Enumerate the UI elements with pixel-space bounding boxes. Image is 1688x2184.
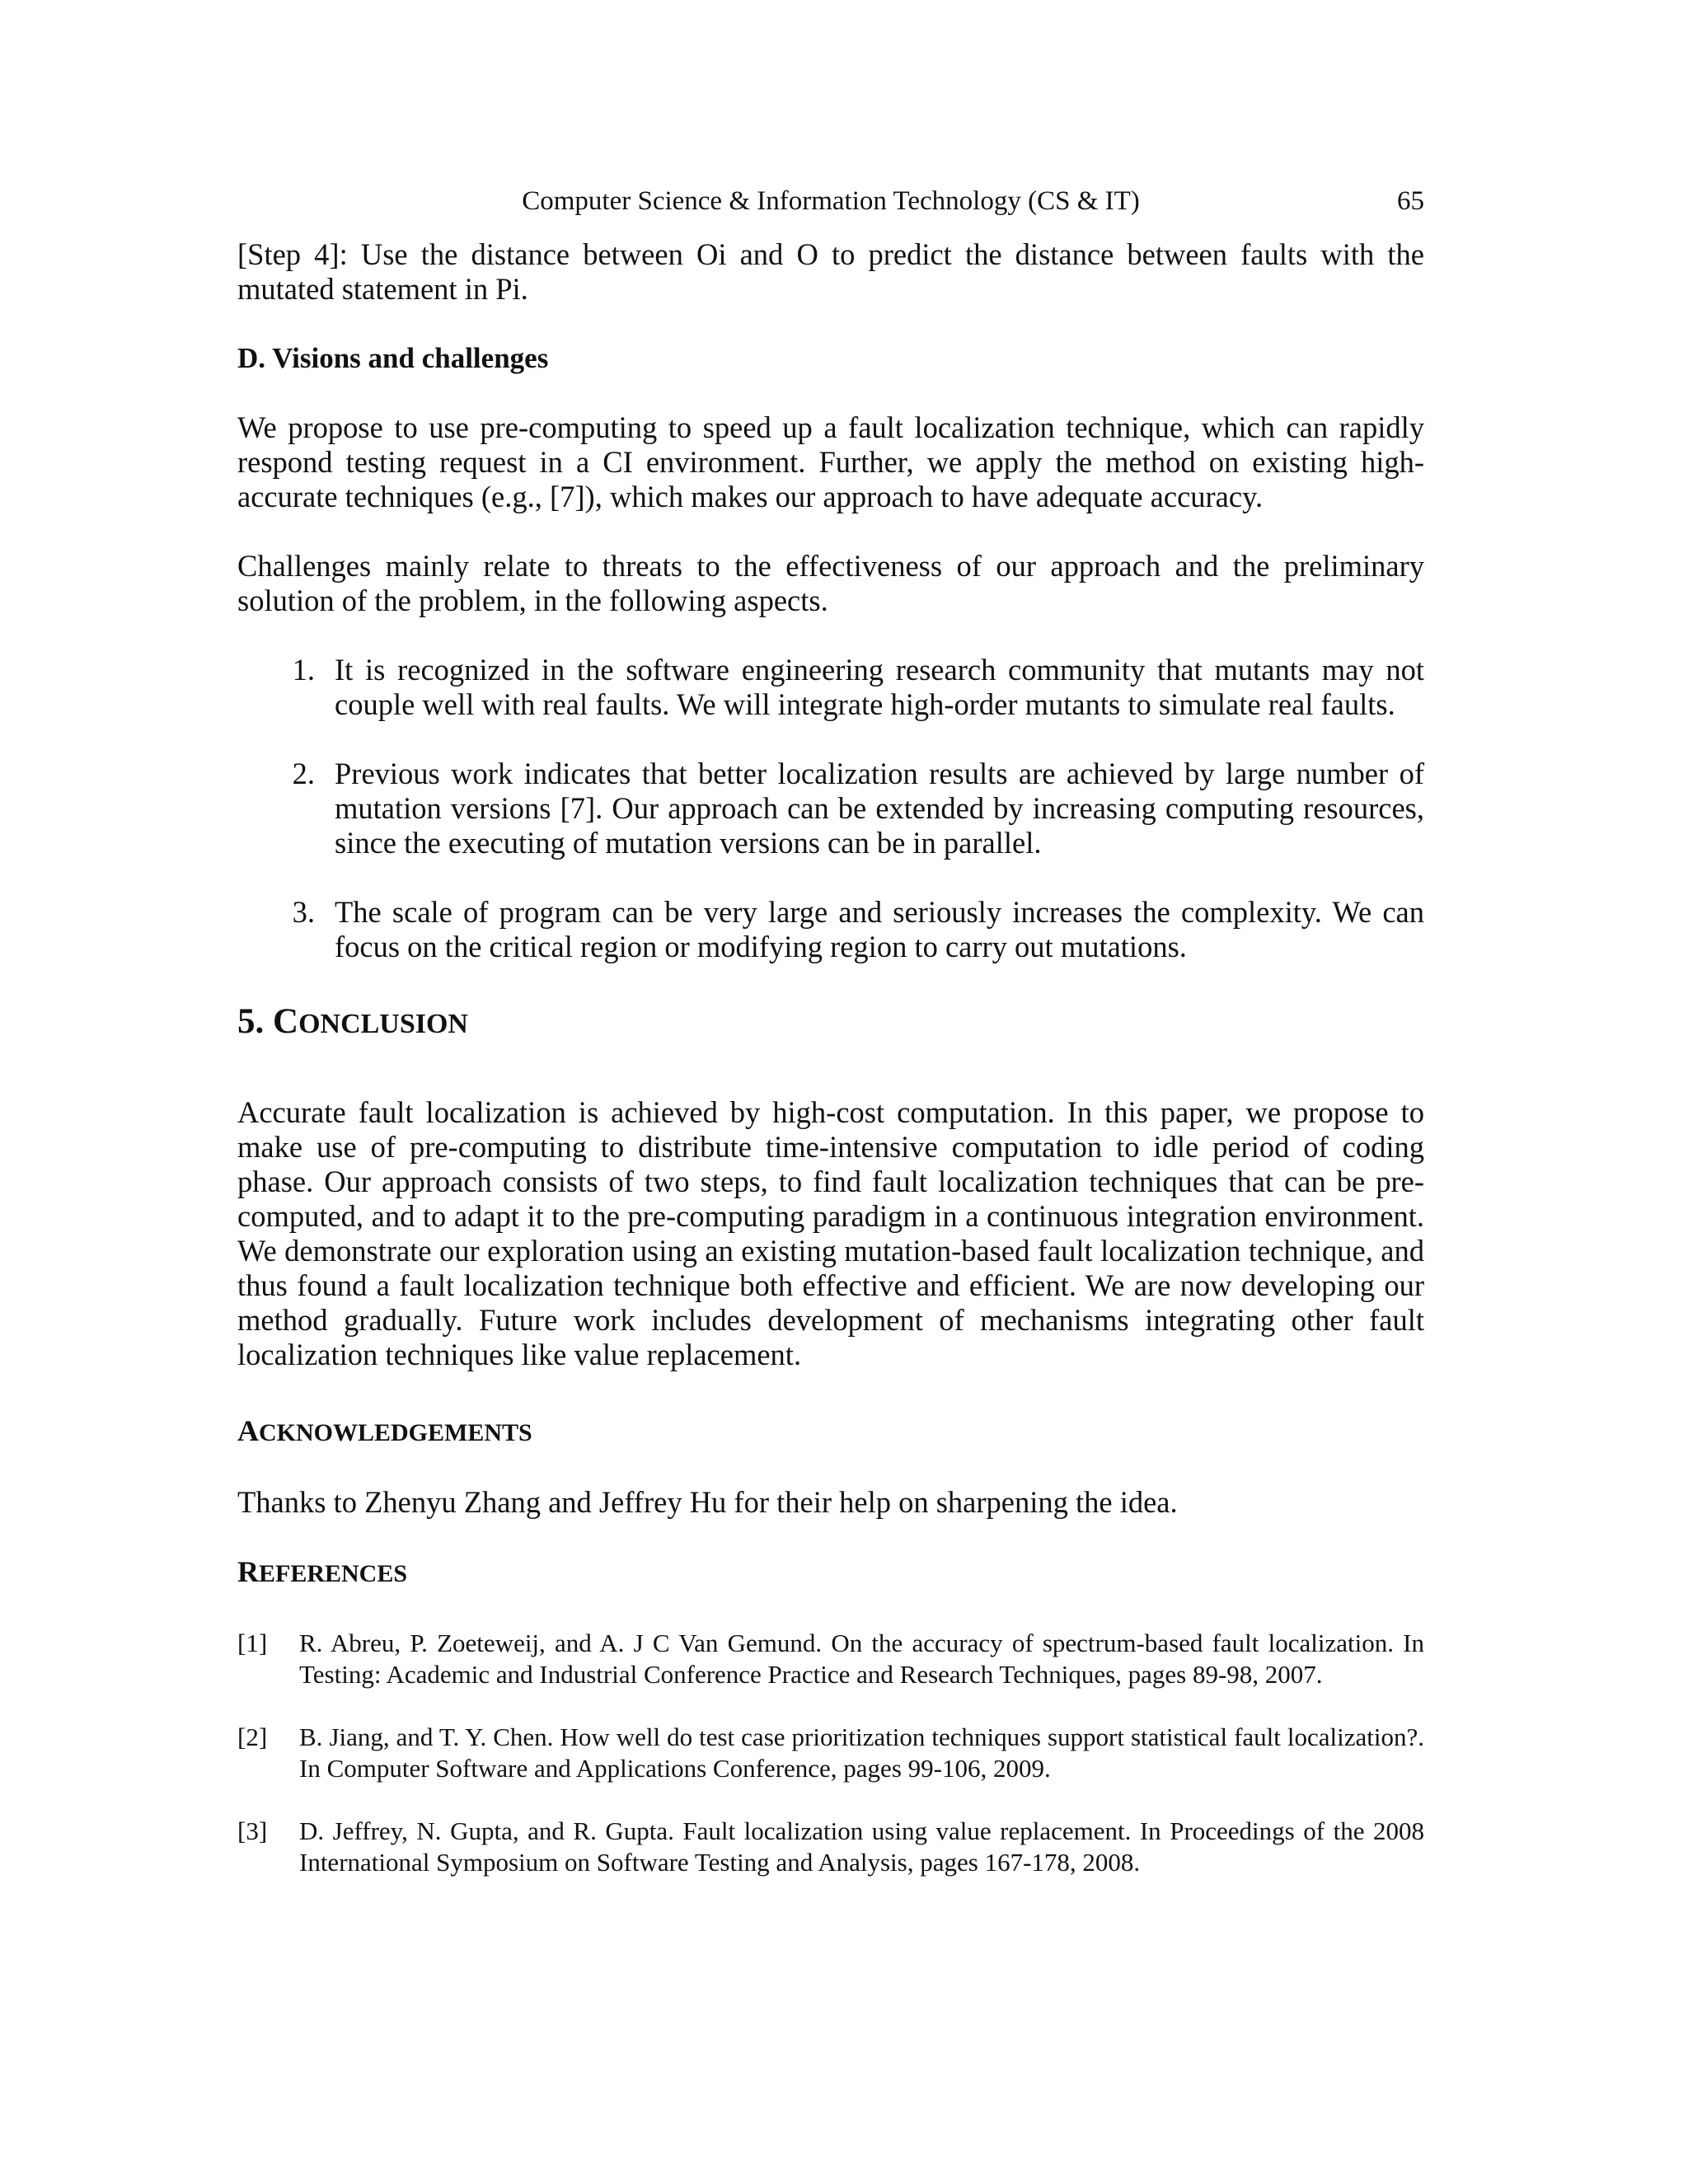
acknowledgements-title-initial: A bbox=[237, 1414, 259, 1447]
acknowledgements-title-rest: CKNOWLEDGEMENTS bbox=[259, 1419, 532, 1446]
visions-paragraph-1: We propose to use pre-computing to speed up a fault localization technique, which can rapidly respond testing request in a CI environment. Further, we apply the method on existing high-accurate techniques (e.g., [7]), which makes our approach to have adequate accuracy. bbox=[237, 410, 1424, 513]
list-item-number: 3. bbox=[292, 895, 315, 929]
section-title-references bbox=[237, 1554, 1424, 1591]
reference-number: [3] bbox=[237, 1816, 268, 1845]
acknowledgements-paragraph: Thanks to Zhenyu Zhang and Jeffrey Hu for their help on sharpening the idea. bbox=[237, 1485, 1178, 1519]
section-title-conclusion bbox=[237, 1001, 1424, 1046]
section-title-acknowledgements bbox=[237, 1413, 1424, 1451]
subsection-title-visions: D. Visions and challenges bbox=[237, 342, 549, 374]
visions-paragraph-2: Challenges mainly relate to threats to the effectiveness of our approach and the preliminary solution of the problem, in the following aspects. bbox=[237, 549, 1424, 617]
list-item-text: Previous work indicates that better localization results are achieved by large number of mutation versions [7]. Our approach can be extended by increasing computing resources, since the executing of mutation versions can be in parallel. bbox=[335, 757, 1424, 860]
challenges-list bbox=[237, 653, 1424, 964]
page-number: 65 bbox=[1397, 186, 1424, 216]
list-item bbox=[237, 653, 1424, 722]
step-4-paragraph: [Step 4]: Use the distance between Oi and O to predict the distance between faults with the mutated statement in Pi. bbox=[237, 237, 1424, 306]
reference-text: R. Abreu, P. Zoeteweij, and A. J C Van Gemund. On the accuracy of spectrum-based fault localization. In Testing: Academic and Industrial Conference Practice and Research Techniques, pages 89-98, 2007. bbox=[299, 1629, 1424, 1689]
journal-name: Computer Science & Information Technology (CS & IT) bbox=[522, 186, 1140, 216]
list-item bbox=[237, 757, 1424, 860]
conclusion-title-number: 5. C bbox=[237, 1002, 299, 1041]
list-item-text: It is recognized in the software engineering research community that mutants may not couple well with real faults. We will integrate high-order mutants to simulate real faults. bbox=[335, 653, 1424, 721]
conclusion-title-rest: ONCLUSION bbox=[298, 1009, 468, 1039]
reference-number: [1] bbox=[237, 1629, 268, 1657]
list-item-number: 1. bbox=[292, 653, 315, 687]
page-body bbox=[237, 237, 1424, 1878]
reference-item bbox=[237, 1722, 1424, 1784]
references-title-initial: R bbox=[237, 1555, 259, 1588]
running-header bbox=[237, 183, 1424, 219]
reference-number: [2] bbox=[237, 1722, 268, 1751]
list-item-text: The scale of program can be very large and seriously increases the complexity. We can focus on the critical region or modifying region to carry out mutations. bbox=[335, 895, 1424, 963]
list-item bbox=[237, 895, 1424, 964]
reference-text: B. Jiang, and T. Y. Chen. How well do test case prioritization techniques support statistical fault localization?. In Computer Software and Applications Conference, pages 99-106, 2009. bbox=[299, 1722, 1424, 1783]
reference-list bbox=[237, 1628, 1424, 1878]
list-item-number: 2. bbox=[292, 757, 315, 790]
references-title-rest: EFERENCES bbox=[259, 1560, 408, 1587]
reference-text: D. Jeffrey, N. Gupta, and R. Gupta. Fault localization using value replacement. In Proceedings of the 2008 International Symposium on Software Testing and Analysis, pages 167-178, 2008. bbox=[299, 1816, 1424, 1877]
reference-item bbox=[237, 1628, 1424, 1690]
conclusion-paragraph: Accurate fault localization is achieved by high-cost computation. In this paper, we propose to make use of pre-computing to distribute time-intensive computation to idle period of coding phase. Our approach consists of two steps, to find fault localization techniques that can be pre-computed, and to adapt it to the pre-computing paradigm in a continuous integration environment. We demonstrate our exploration using an existing mutation-based fault localization technique, and thus found a fault localization technique both effective and efficient. We are now developing our method gradually. Future work includes development of mechanisms integrating other fault localization techniques like value replacement. bbox=[237, 1095, 1424, 1371]
reference-item bbox=[237, 1816, 1424, 1878]
